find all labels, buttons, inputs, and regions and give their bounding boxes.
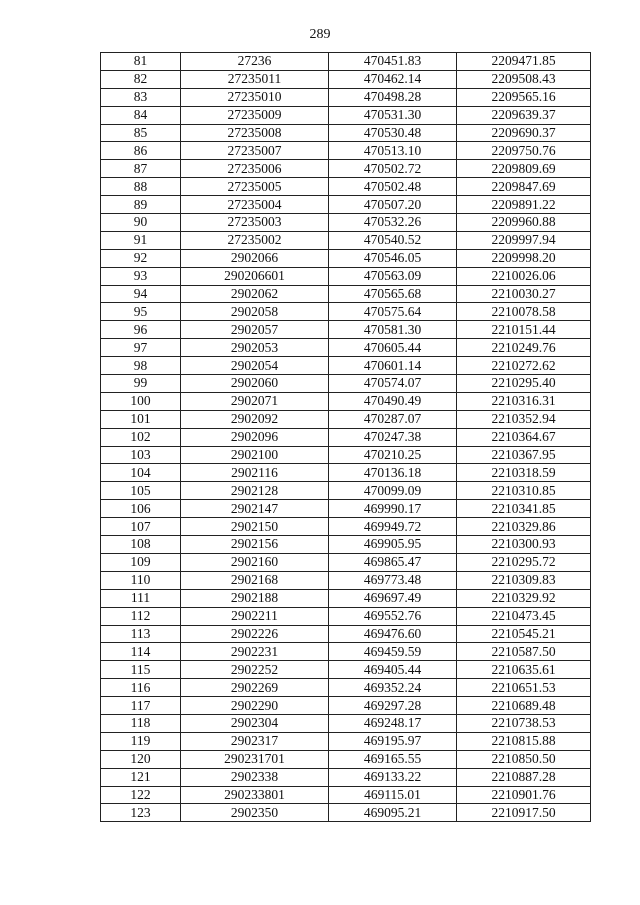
y-coordinate-cell: 2210329.86 — [457, 518, 591, 536]
point-id-cell: 27235008 — [181, 124, 329, 142]
point-id-cell: 2902150 — [181, 518, 329, 536]
x-coordinate-cell: 470601.14 — [329, 357, 457, 375]
point-number-cell: 105 — [101, 482, 181, 500]
point-number-cell: 120 — [101, 750, 181, 768]
y-coordinate-cell: 2210026.06 — [457, 267, 591, 285]
table-row — [101, 357, 591, 375]
point-id-cell: 2902058 — [181, 303, 329, 321]
point-number-cell: 123 — [101, 804, 181, 822]
point-id-cell: 290233801 — [181, 786, 329, 804]
point-id-cell: 2902057 — [181, 321, 329, 339]
table-row — [101, 732, 591, 750]
point-id-cell: 27235010 — [181, 88, 329, 106]
point-id-cell: 2902350 — [181, 804, 329, 822]
x-coordinate-cell: 470513.10 — [329, 142, 457, 160]
point-number-cell: 121 — [101, 768, 181, 786]
x-coordinate-cell: 469248.17 — [329, 714, 457, 732]
y-coordinate-cell: 2210917.50 — [457, 804, 591, 822]
point-number-cell: 91 — [101, 231, 181, 249]
table-row — [101, 446, 591, 464]
x-coordinate-cell: 470287.07 — [329, 410, 457, 428]
point-id-cell: 2902168 — [181, 571, 329, 589]
point-number-cell: 90 — [101, 214, 181, 232]
point-number-cell: 98 — [101, 357, 181, 375]
table-row — [101, 518, 591, 536]
table-row — [101, 464, 591, 482]
y-coordinate-cell: 2210078.58 — [457, 303, 591, 321]
x-coordinate-cell: 470605.44 — [329, 339, 457, 357]
x-coordinate-cell: 470507.20 — [329, 196, 457, 214]
y-coordinate-cell: 2209565.16 — [457, 88, 591, 106]
point-id-cell: 2902066 — [181, 249, 329, 267]
point-number-cell: 119 — [101, 732, 181, 750]
y-coordinate-cell: 2209997.94 — [457, 231, 591, 249]
table-row — [101, 607, 591, 625]
y-coordinate-cell: 2210364.67 — [457, 428, 591, 446]
table-row — [101, 160, 591, 178]
table-row — [101, 249, 591, 267]
y-coordinate-cell: 2209847.69 — [457, 178, 591, 196]
y-coordinate-cell: 2210318.59 — [457, 464, 591, 482]
point-number-cell: 116 — [101, 679, 181, 697]
x-coordinate-cell: 470247.38 — [329, 428, 457, 446]
x-coordinate-cell: 470540.52 — [329, 231, 457, 249]
point-number-cell: 117 — [101, 697, 181, 715]
point-id-cell: 2902062 — [181, 285, 329, 303]
point-number-cell: 107 — [101, 518, 181, 536]
x-coordinate-cell: 470575.64 — [329, 303, 457, 321]
y-coordinate-cell: 2210295.72 — [457, 553, 591, 571]
x-coordinate-cell: 469297.28 — [329, 697, 457, 715]
point-number-cell: 108 — [101, 536, 181, 554]
point-number-cell: 92 — [101, 249, 181, 267]
point-id-cell: 27235004 — [181, 196, 329, 214]
table-row — [101, 804, 591, 822]
table-row — [101, 625, 591, 643]
x-coordinate-cell: 470530.48 — [329, 124, 457, 142]
point-id-cell: 27235005 — [181, 178, 329, 196]
y-coordinate-cell: 2210587.50 — [457, 643, 591, 661]
y-coordinate-cell: 2210249.76 — [457, 339, 591, 357]
table-row — [101, 339, 591, 357]
point-id-cell: 290206601 — [181, 267, 329, 285]
y-coordinate-cell: 2210545.21 — [457, 625, 591, 643]
table-row — [101, 661, 591, 679]
point-id-cell: 2902290 — [181, 697, 329, 715]
point-number-cell: 95 — [101, 303, 181, 321]
point-id-cell: 2902252 — [181, 661, 329, 679]
x-coordinate-cell: 469115.01 — [329, 786, 457, 804]
point-id-cell: 27235003 — [181, 214, 329, 232]
x-coordinate-cell: 470581.30 — [329, 321, 457, 339]
point-number-cell: 82 — [101, 70, 181, 88]
point-number-cell: 83 — [101, 88, 181, 106]
y-coordinate-cell: 2210651.53 — [457, 679, 591, 697]
point-number-cell: 88 — [101, 178, 181, 196]
point-number-cell: 115 — [101, 661, 181, 679]
point-id-cell: 2902156 — [181, 536, 329, 554]
y-coordinate-cell: 2209809.69 — [457, 160, 591, 178]
table-row — [101, 178, 591, 196]
point-number-cell: 112 — [101, 607, 181, 625]
point-id-cell: 27235009 — [181, 106, 329, 124]
table-row — [101, 500, 591, 518]
x-coordinate-cell: 469476.60 — [329, 625, 457, 643]
point-number-cell: 102 — [101, 428, 181, 446]
point-number-cell: 96 — [101, 321, 181, 339]
x-coordinate-cell: 470490.49 — [329, 392, 457, 410]
point-number-cell: 85 — [101, 124, 181, 142]
y-coordinate-cell: 2210341.85 — [457, 500, 591, 518]
y-coordinate-cell: 2210329.92 — [457, 589, 591, 607]
y-coordinate-cell: 2210310.85 — [457, 482, 591, 500]
y-coordinate-cell: 2210887.28 — [457, 768, 591, 786]
table-row — [101, 124, 591, 142]
y-coordinate-cell: 2210030.27 — [457, 285, 591, 303]
point-id-cell: 2902160 — [181, 553, 329, 571]
point-number-cell: 104 — [101, 464, 181, 482]
table-row — [101, 231, 591, 249]
y-coordinate-cell: 2210352.94 — [457, 410, 591, 428]
point-number-cell: 111 — [101, 589, 181, 607]
y-coordinate-cell: 2209690.37 — [457, 124, 591, 142]
point-number-cell: 86 — [101, 142, 181, 160]
x-coordinate-cell: 470565.68 — [329, 285, 457, 303]
point-number-cell: 97 — [101, 339, 181, 357]
x-coordinate-cell: 470574.07 — [329, 375, 457, 393]
point-id-cell: 2902071 — [181, 392, 329, 410]
point-id-cell: 2902147 — [181, 500, 329, 518]
table-row — [101, 714, 591, 732]
coordinates-table — [100, 52, 591, 822]
table-row — [101, 571, 591, 589]
point-number-cell: 93 — [101, 267, 181, 285]
table-row — [101, 53, 591, 71]
y-coordinate-cell: 2210367.95 — [457, 446, 591, 464]
point-number-cell: 94 — [101, 285, 181, 303]
table-row — [101, 697, 591, 715]
point-id-cell: 2902053 — [181, 339, 329, 357]
point-id-cell: 2902116 — [181, 464, 329, 482]
x-coordinate-cell: 469352.24 — [329, 679, 457, 697]
y-coordinate-cell: 2210901.76 — [457, 786, 591, 804]
x-coordinate-cell: 469949.72 — [329, 518, 457, 536]
table-row — [101, 321, 591, 339]
table-row — [101, 285, 591, 303]
y-coordinate-cell: 2209960.88 — [457, 214, 591, 232]
x-coordinate-cell: 470462.14 — [329, 70, 457, 88]
point-number-cell: 84 — [101, 106, 181, 124]
x-coordinate-cell: 469865.47 — [329, 553, 457, 571]
y-coordinate-cell: 2210689.48 — [457, 697, 591, 715]
table-row — [101, 553, 591, 571]
x-coordinate-cell: 469095.21 — [329, 804, 457, 822]
table-row — [101, 589, 591, 607]
x-coordinate-cell: 470498.28 — [329, 88, 457, 106]
point-id-cell: 2902092 — [181, 410, 329, 428]
table-row — [101, 196, 591, 214]
x-coordinate-cell: 470136.18 — [329, 464, 457, 482]
point-number-cell: 81 — [101, 53, 181, 71]
point-number-cell: 87 — [101, 160, 181, 178]
table-row — [101, 643, 591, 661]
table-row — [101, 750, 591, 768]
x-coordinate-cell: 470210.25 — [329, 446, 457, 464]
point-id-cell: 2902096 — [181, 428, 329, 446]
table-row — [101, 375, 591, 393]
point-number-cell: 106 — [101, 500, 181, 518]
point-id-cell: 2902211 — [181, 607, 329, 625]
y-coordinate-cell: 2210473.45 — [457, 607, 591, 625]
point-id-cell: 27235006 — [181, 160, 329, 178]
y-coordinate-cell: 2209891.22 — [457, 196, 591, 214]
table-row — [101, 106, 591, 124]
x-coordinate-cell: 470531.30 — [329, 106, 457, 124]
y-coordinate-cell: 2209639.37 — [457, 106, 591, 124]
table-row — [101, 410, 591, 428]
y-coordinate-cell: 2210300.93 — [457, 536, 591, 554]
x-coordinate-cell: 470532.26 — [329, 214, 457, 232]
x-coordinate-cell: 470099.09 — [329, 482, 457, 500]
x-coordinate-cell: 469405.44 — [329, 661, 457, 679]
x-coordinate-cell: 469905.95 — [329, 536, 457, 554]
point-id-cell: 290231701 — [181, 750, 329, 768]
point-number-cell: 114 — [101, 643, 181, 661]
y-coordinate-cell: 2209471.85 — [457, 53, 591, 71]
x-coordinate-cell: 470546.05 — [329, 249, 457, 267]
point-id-cell: 2902304 — [181, 714, 329, 732]
coordinates-table-body — [101, 53, 591, 822]
point-id-cell: 2902226 — [181, 625, 329, 643]
table-row — [101, 786, 591, 804]
table-row — [101, 214, 591, 232]
point-id-cell: 2902188 — [181, 589, 329, 607]
x-coordinate-cell: 469165.55 — [329, 750, 457, 768]
table-row — [101, 70, 591, 88]
x-coordinate-cell: 469195.97 — [329, 732, 457, 750]
point-id-cell: 2902338 — [181, 768, 329, 786]
x-coordinate-cell: 470502.72 — [329, 160, 457, 178]
point-id-cell: 2902054 — [181, 357, 329, 375]
y-coordinate-cell: 2210309.83 — [457, 571, 591, 589]
x-coordinate-cell: 470451.83 — [329, 53, 457, 71]
y-coordinate-cell: 2210815.88 — [457, 732, 591, 750]
y-coordinate-cell: 2210295.40 — [457, 375, 591, 393]
table-row — [101, 142, 591, 160]
point-id-cell: 2902317 — [181, 732, 329, 750]
point-id-cell: 27235007 — [181, 142, 329, 160]
page-number: 289 — [309, 27, 331, 42]
point-id-cell: 2902269 — [181, 679, 329, 697]
table-row — [101, 428, 591, 446]
y-coordinate-cell: 2210151.44 — [457, 321, 591, 339]
x-coordinate-cell: 469697.49 — [329, 589, 457, 607]
y-coordinate-cell: 2209750.76 — [457, 142, 591, 160]
point-id-cell: 27235011 — [181, 70, 329, 88]
table-row — [101, 768, 591, 786]
y-coordinate-cell: 2210738.53 — [457, 714, 591, 732]
point-id-cell: 2902231 — [181, 643, 329, 661]
table-row — [101, 88, 591, 106]
table-row — [101, 392, 591, 410]
x-coordinate-cell: 469133.22 — [329, 768, 457, 786]
table-row — [101, 679, 591, 697]
table-row — [101, 536, 591, 554]
y-coordinate-cell: 2210635.61 — [457, 661, 591, 679]
table-row — [101, 482, 591, 500]
y-coordinate-cell: 2210272.62 — [457, 357, 591, 375]
point-number-cell: 101 — [101, 410, 181, 428]
point-number-cell: 122 — [101, 786, 181, 804]
point-number-cell: 113 — [101, 625, 181, 643]
x-coordinate-cell: 470563.09 — [329, 267, 457, 285]
x-coordinate-cell: 469459.59 — [329, 643, 457, 661]
point-number-cell: 103 — [101, 446, 181, 464]
point-number-cell: 118 — [101, 714, 181, 732]
y-coordinate-cell: 2209508.43 — [457, 70, 591, 88]
x-coordinate-cell: 470502.48 — [329, 178, 457, 196]
x-coordinate-cell: 469773.48 — [329, 571, 457, 589]
point-number-cell: 99 — [101, 375, 181, 393]
point-id-cell: 2902128 — [181, 482, 329, 500]
point-id-cell: 27235002 — [181, 231, 329, 249]
table-row — [101, 303, 591, 321]
y-coordinate-cell: 2210850.50 — [457, 750, 591, 768]
y-coordinate-cell: 2209998.20 — [457, 249, 591, 267]
x-coordinate-cell: 469990.17 — [329, 500, 457, 518]
point-number-cell: 100 — [101, 392, 181, 410]
point-number-cell: 109 — [101, 553, 181, 571]
point-id-cell: 2902060 — [181, 375, 329, 393]
x-coordinate-cell: 469552.76 — [329, 607, 457, 625]
point-id-cell: 27236 — [181, 53, 329, 71]
y-coordinate-cell: 2210316.31 — [457, 392, 591, 410]
table-row — [101, 267, 591, 285]
point-number-cell: 89 — [101, 196, 181, 214]
point-id-cell: 2902100 — [181, 446, 329, 464]
point-number-cell: 110 — [101, 571, 181, 589]
